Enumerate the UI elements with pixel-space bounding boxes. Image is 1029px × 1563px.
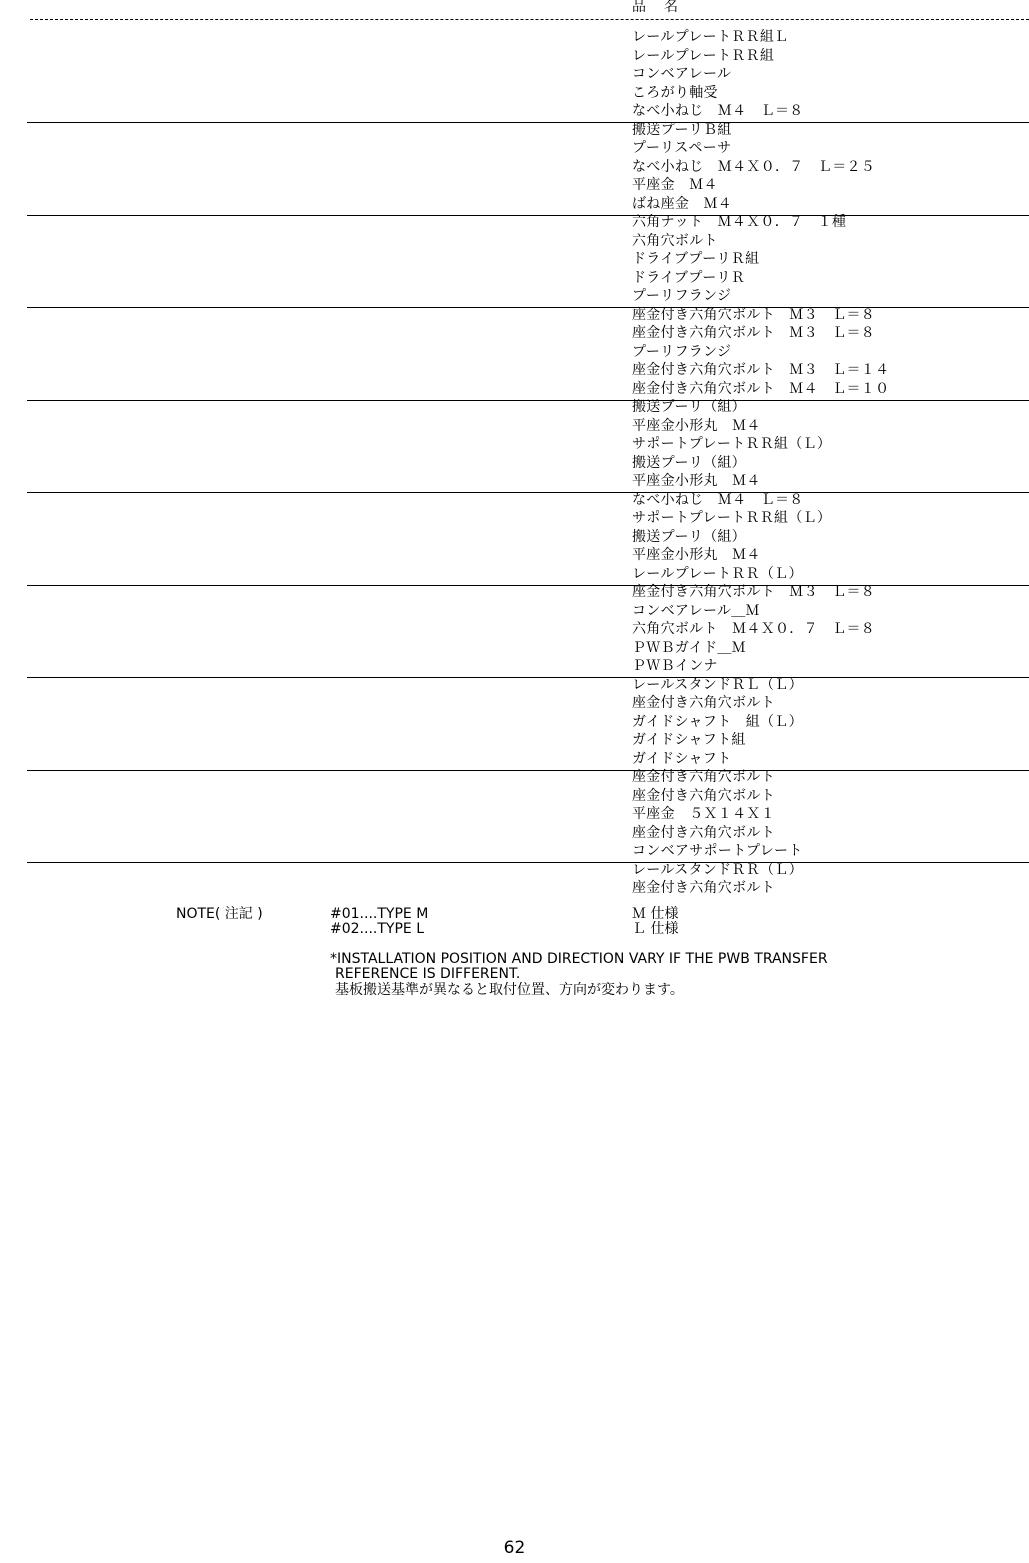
part-name: ころがり軸受 <box>632 84 718 101</box>
header-divider <box>30 19 1029 20</box>
warning-english-cont: REFERENCE IS DIFFERENT. <box>335 966 521 982</box>
part-name: コンベアレール <box>632 66 732 82</box>
part-name: ＰＷＢガイド＿Ｍ <box>632 639 746 656</box>
part-name: レールプレートＲＲ（Ｌ） <box>632 565 803 582</box>
part-name: プーリフランジ <box>632 343 732 360</box>
part-name: サポートプレートＲＲ組（Ｌ） <box>632 436 832 452</box>
part-name: コンベアサポートプレート <box>632 843 803 859</box>
part-name: 座金付き六角穴ボルト Ｍ３ Ｌ＝８ <box>632 584 876 600</box>
part-name: ばね座金 Ｍ４ <box>632 195 733 212</box>
group-divider <box>27 307 1029 308</box>
group-divider <box>27 122 1029 123</box>
part-name: プーリフランジ <box>632 288 732 304</box>
part-name: 座金付き六角穴ボルト Ｍ３ Ｌ＝８ <box>632 306 876 323</box>
part-name: 座金付き六角穴ボルト Ｍ３ Ｌ＝１４ <box>632 362 890 378</box>
part-name: 搬送プーリＢ組 <box>632 121 732 138</box>
part-name: ガイドシャフト 組（Ｌ） <box>632 713 803 730</box>
part-name: 座金付き六角穴ボルト <box>632 787 775 804</box>
group-divider <box>27 400 1029 401</box>
part-name: 座金付き六角穴ボルト Ｍ３ Ｌ＝８ <box>632 325 876 341</box>
part-name: プーリスペーサ <box>632 140 732 156</box>
part-name: 搬送プーリ（組） <box>632 528 746 545</box>
part-name: 座金付き六角穴ボルト <box>632 824 775 841</box>
type-code: #01....TYPE M <box>330 906 429 922</box>
type-description: Ｌ 仕様 <box>632 921 679 937</box>
note-label: NOTE( 注記 ) <box>176 906 263 922</box>
part-name: 搬送プーリ（組） <box>632 399 746 415</box>
part-name: コンベアレール＿Ｍ <box>632 602 760 619</box>
header-title: 品 名 <box>632 0 680 15</box>
part-name: なべ小ねじ Ｍ４ Ｌ＝８ <box>632 491 804 508</box>
part-name: ＰＷＢインナ <box>632 658 718 674</box>
part-name: 座金付き六角穴ボルト <box>632 769 775 785</box>
group-divider <box>27 215 1029 216</box>
warning-japanese: 基板搬送基準が異なると取付位置、方向が変わります。 <box>335 982 684 998</box>
group-divider <box>27 862 1029 863</box>
part-name: 座金付き六角穴ボルト <box>632 880 775 896</box>
part-name: レールスタンドＲＲ（Ｌ） <box>632 861 803 878</box>
part-name: ガイドシャフト <box>632 750 732 767</box>
part-name: 平座金小形丸 Ｍ４ <box>632 417 761 434</box>
part-name: 六角穴ボルト <box>632 232 718 249</box>
part-name: サポートプレートＲＲ組（Ｌ） <box>632 510 832 526</box>
warning-english: *INSTALLATION POSITION AND DIRECTION VARY IF THE PWB TRANSFER <box>330 951 828 967</box>
part-name: なべ小ねじ Ｍ４ Ｌ＝８ <box>632 103 804 119</box>
part-name: 平座金 Ｍ４ <box>632 177 718 193</box>
part-name: 平座金小形丸 Ｍ４ <box>632 473 761 489</box>
part-name: ドライブプーリＲ <box>632 269 746 286</box>
part-name: ドライブプーリＲ組 <box>632 251 760 267</box>
part-name: レールプレートＲＲ組 <box>632 47 775 64</box>
type-description: Ｍ 仕様 <box>632 906 679 922</box>
part-name: 平座金小形丸 Ｍ４ <box>632 547 761 563</box>
part-name: なべ小ねじ Ｍ４Ｘ０．７ Ｌ＝２５ <box>632 158 876 175</box>
group-divider <box>27 585 1029 586</box>
part-name: 搬送プーリ（組） <box>632 454 746 471</box>
part-name: 座金付き六角穴ボルト Ｍ４ Ｌ＝１０ <box>632 380 890 397</box>
part-name: レールプレートＲＲ組Ｌ <box>632 29 789 45</box>
part-name: 六角穴ボルト Ｍ４Ｘ０．７ Ｌ＝８ <box>632 621 876 637</box>
part-name: 六角ナット Ｍ４Ｘ０．７ １種 <box>632 214 847 230</box>
group-divider <box>27 770 1029 771</box>
page-number: 62 <box>503 1538 526 1558</box>
group-divider <box>27 677 1029 678</box>
group-divider <box>27 492 1029 493</box>
part-name: 座金付き六角穴ボルト <box>632 695 775 711</box>
type-code: #02....TYPE L <box>330 921 424 937</box>
part-name: 平座金 ５Ｘ１４Ｘ１ <box>632 806 775 822</box>
part-name: ガイドシャフト組 <box>632 732 746 748</box>
part-name: レールスタンドＲＬ（Ｌ） <box>632 676 803 693</box>
